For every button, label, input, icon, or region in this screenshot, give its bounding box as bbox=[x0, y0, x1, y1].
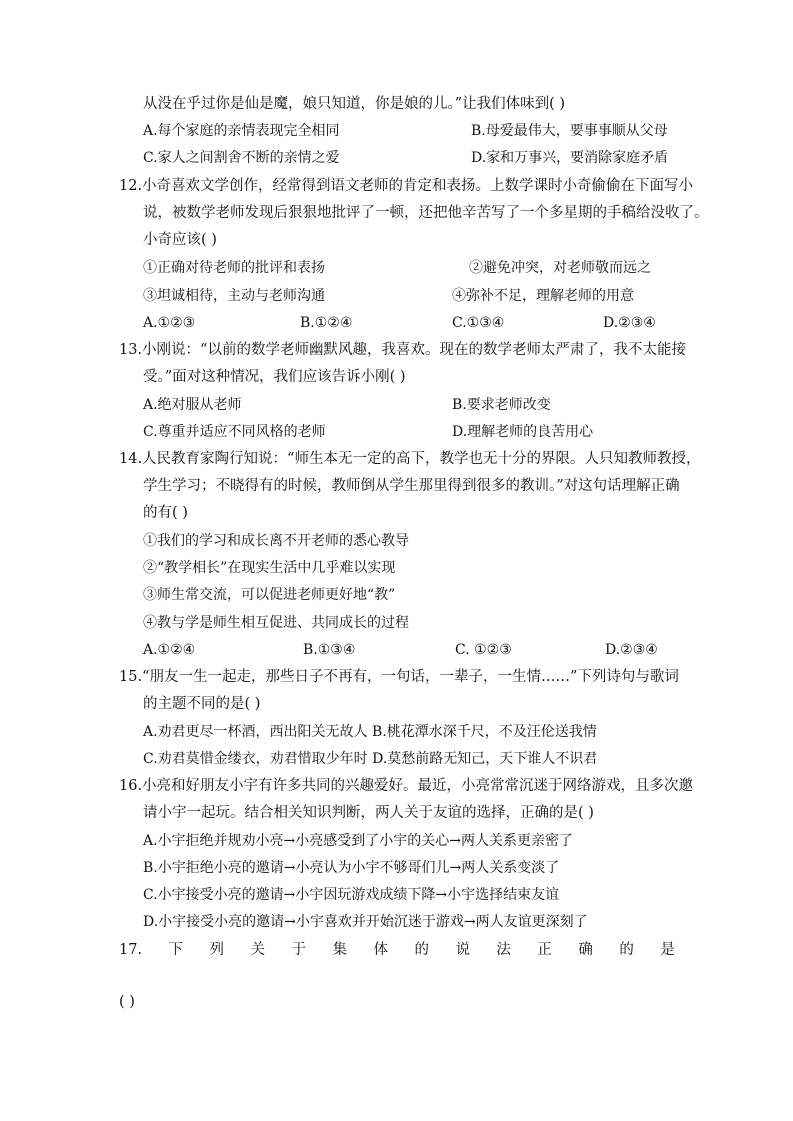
q15-options-cd: C.劝君莫惜金缕衣，劝君惜取少年时 D.莫愁前路无知己，天下谁人不识君 bbox=[143, 751, 598, 767]
q14-stem-line1: 14.人民教育家陶行知说：“师生本无一定的高下，教学也无十分的界限。人只知教师教授， bbox=[119, 451, 701, 467]
q14-item-3: ③师生常交流，可以促进老师更好地“教” bbox=[143, 587, 396, 603]
q17-char: 下 bbox=[168, 942, 184, 958]
q17-char: 确 bbox=[578, 942, 593, 958]
q17-char: 的 bbox=[619, 942, 634, 958]
q13-option-b: B.要求老师改变 bbox=[452, 397, 551, 413]
q17-char: 体 bbox=[373, 942, 388, 958]
q14-option-d: D.②③④ bbox=[605, 642, 658, 658]
q14-item-4: ④教与学是师生相互促进、共同成长的过程 bbox=[143, 615, 409, 631]
q16-stem-line2: 请小宇一起玩。结合相关知识判断，两人关于友谊的选择，正确的是( ) bbox=[143, 805, 594, 821]
q15-stem-line1: 15.“朋友一生一起走，那些日子不再有，一句话，一辈子，一生情……”下列诗句与歌词 bbox=[119, 669, 679, 685]
q12-item-1: ①正确对待老师的批评和表扬 bbox=[143, 260, 325, 276]
q14-option-c: C. ①②③ bbox=[455, 642, 512, 658]
q12-option-b: B.①②④ bbox=[300, 315, 353, 331]
q12-item-4: ④弥补不足，理解老师的用意 bbox=[452, 288, 634, 304]
q15-stem-line2: 的主题不同的是( ) bbox=[143, 696, 261, 712]
q17-char: 说 bbox=[455, 942, 470, 958]
q13-option-d: D.理解老师的良苦用心 bbox=[452, 424, 594, 440]
q12-stem-line3: 小奇应该( ) bbox=[143, 232, 217, 248]
q16-option-a: A.小宇拒绝并规劝小亮→小亮感受到了小宇的关心→两人关系更亲密了 bbox=[143, 833, 574, 849]
q11-option-c: C.家人之间割舍不断的亲情之爱 bbox=[143, 150, 340, 166]
q13-stem-line1: 13.小刚说：“以前的数学老师幽默风趣，我喜欢。现在的数学老师太严肃了，我不太能接 bbox=[119, 342, 686, 358]
q14-item-2: ②“教学相长”在现实生活中几乎难以实现 bbox=[143, 560, 396, 576]
q13-option-a: A.绝对服从老师 bbox=[143, 397, 242, 413]
q14-stem-line3: 的有( ) bbox=[143, 505, 188, 521]
q17-char: 于 bbox=[291, 942, 306, 958]
q14-item-1: ①我们的学习和成长离不开老师的悉心教导 bbox=[143, 533, 409, 549]
q17-stem bbox=[119, 940, 675, 960]
q11-stem-tail: 从没在乎过你是仙是魔，娘只知道，你是娘的儿。”让我们体味到( ) bbox=[143, 96, 566, 112]
q16-option-d: D.小宇接受小亮的邀请→小宇喜欢并开始沉迷于游戏→两人友谊更深刻了 bbox=[143, 914, 588, 930]
q17-char: 集 bbox=[332, 942, 347, 958]
q12-stem-line1: 12.小奇喜欢文学创作，经常得到语文老师的肯定和表扬。上数学课时小奇偷偷在下面写小 bbox=[119, 178, 694, 194]
q11-option-b: B.母爱最伟大，要事事顺从父母 bbox=[471, 123, 668, 139]
q16-option-c: C.小宇接受小亮的邀请→小宇因玩游戏成绩下降→小宇选择结束友谊 bbox=[143, 887, 560, 903]
q17-char: 的 bbox=[414, 942, 429, 958]
q17-char: 17. bbox=[119, 942, 143, 958]
q12-item-2: ②避免冲突，对老师敬而远之 bbox=[469, 260, 651, 276]
q16-option-b: B.小宇拒绝小亮的邀请→小亮认为小宇不够哥们儿→两人关系变淡了 bbox=[143, 860, 560, 876]
q12-option-d: D.②③④ bbox=[603, 315, 656, 331]
q17-char: 关 bbox=[250, 942, 266, 958]
q15-options-ab: A.劝君更尽一杯酒，西出阳关无故人 B.桃花潭水深千尺，不及汪伦送我情 bbox=[143, 724, 597, 740]
q17-char: 正 bbox=[537, 942, 552, 958]
q14-option-b: B.①③④ bbox=[303, 642, 356, 658]
q14-stem-line2: 学生学习；不晓得有的时候，教师倒从学生那里得到很多的教训。”对这句话理解正确 bbox=[143, 478, 680, 494]
q17-char: 列 bbox=[209, 942, 225, 958]
q12-option-a: A.①②③ bbox=[143, 315, 196, 331]
q17-char: 是 bbox=[660, 942, 675, 958]
q11-option-d: D.家和万事兴，要消除家庭矛盾 bbox=[471, 150, 669, 166]
q12-stem-line2: 说，被数学老师发现后狠狠地批评了一顿，还把他辛苦写了一个多星期的手稿给没收了。 bbox=[143, 205, 709, 221]
q17-char: 法 bbox=[496, 942, 511, 958]
q12-item-3: ③坦诚相待，主动与老师沟通 bbox=[143, 288, 325, 304]
q16-stem-line1: 16.小亮和好朋友小宇有许多共同的兴趣爱好。最近，小亮常常沉迷于网络游戏，且多次邀 bbox=[119, 778, 694, 794]
q14-option-a: A.①②④ bbox=[143, 642, 196, 658]
q11-option-a: A.每个家庭的亲情表现完全相同 bbox=[143, 123, 340, 139]
q13-stem-line2: 受。”面对这种情况，我们应该告诉小刚( ) bbox=[143, 369, 406, 385]
q13-option-c: C.尊重并适应不同风格的老师 bbox=[143, 424, 326, 440]
q12-option-c: C.①③④ bbox=[452, 315, 505, 331]
q17-answer-paren: ( ) bbox=[119, 994, 135, 1010]
